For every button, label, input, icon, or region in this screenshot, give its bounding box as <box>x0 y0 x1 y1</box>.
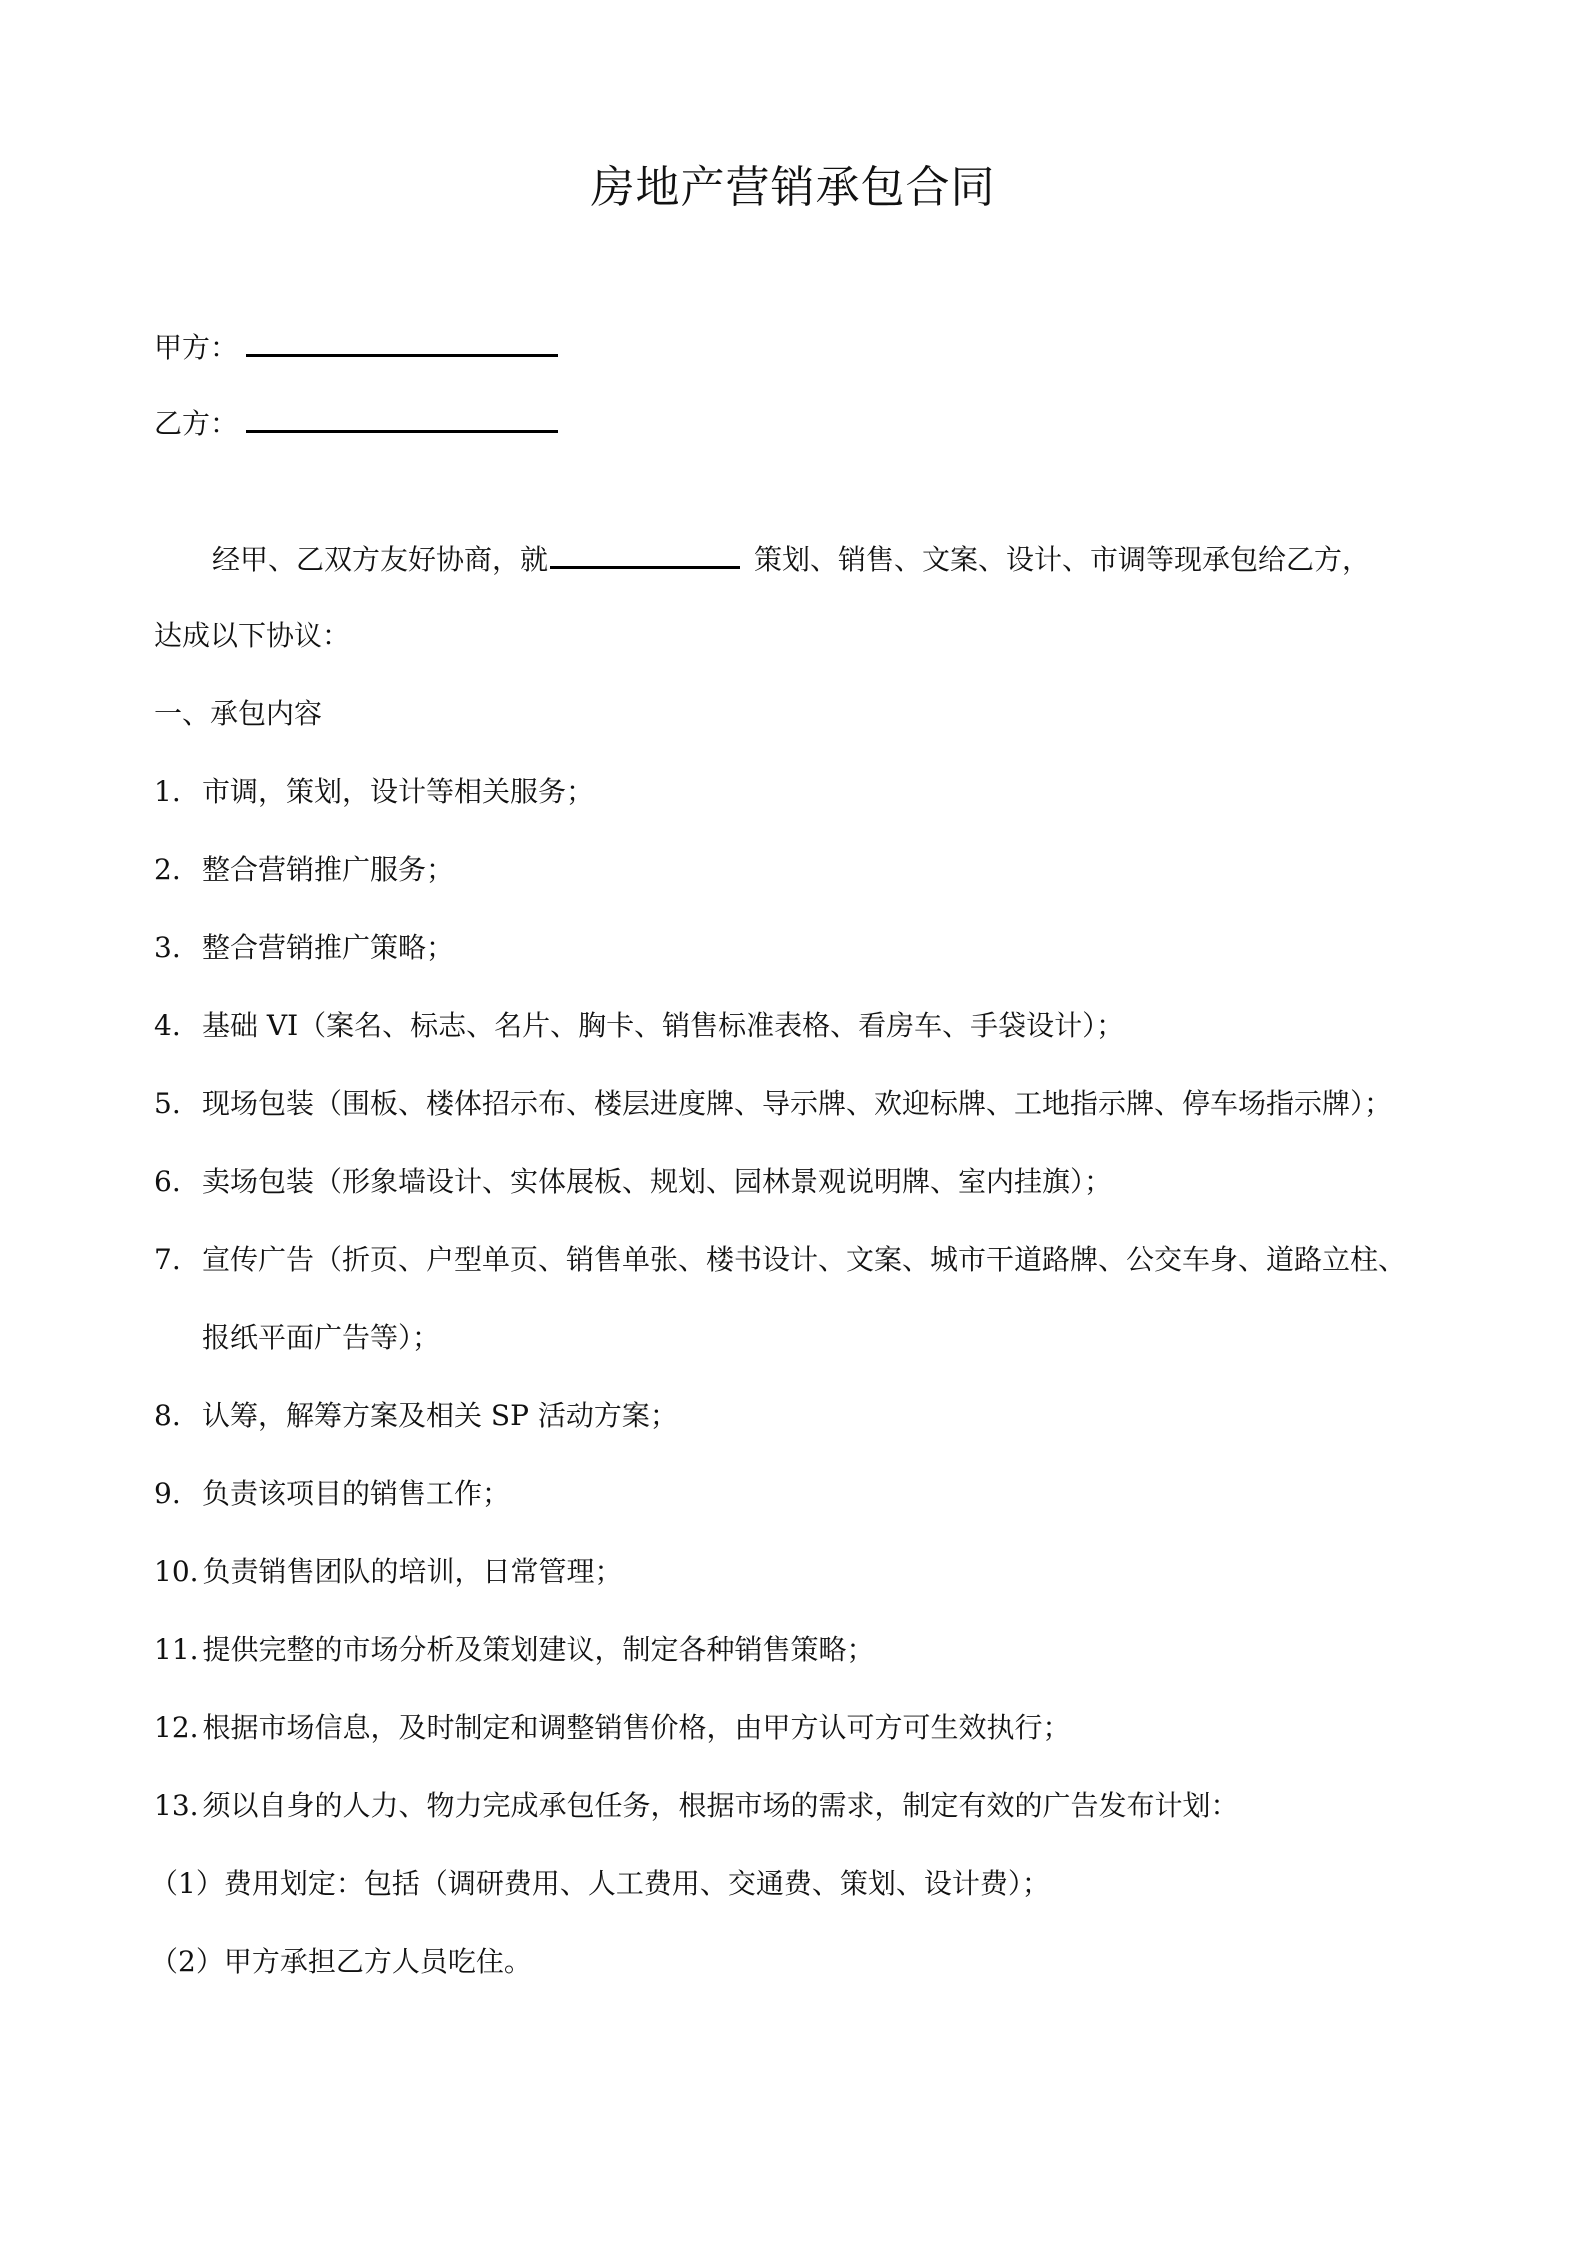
intro-text-before: 经甲、乙双方友好协商，就 <box>212 543 549 576</box>
party-b-label: 乙方： <box>154 407 239 440</box>
item-number: 8. <box>154 1399 181 1432</box>
party-a-line <box>154 326 558 368</box>
list-item <box>154 1786 1239 1826</box>
item-number: 9. <box>154 1477 181 1510</box>
item-text: 根据市场信息，及时制定和调整销售价格，由甲方认可方可生效执行； <box>202 1711 1071 1744</box>
document-title: 房地产营销承包合同 <box>590 162 996 213</box>
item-number: 2. <box>154 853 181 886</box>
list-item <box>154 1552 623 1592</box>
party-b-line <box>154 402 558 444</box>
item-text: 须以自身的人力、物力完成承包任务，根据市场的需求，制定有效的广告发布计划： <box>202 1789 1239 1822</box>
list-item-continuation: 报纸平面广告等）； <box>202 1321 441 1354</box>
list-item <box>154 850 454 890</box>
item-text: 提供完整的市场分析及策划建议，制定各种销售策略； <box>202 1633 875 1666</box>
item-text: 基础 VI（案名、标志、名片、胸卡、销售标准表格、看房车、手袋设计）； <box>202 1009 1125 1042</box>
item-text: 现场包装（围板、楼体招示布、楼层进度牌、导示牌、欢迎标牌、工地指示牌、停车场指示牌）； <box>202 1087 1393 1120</box>
intro-text-after: 策划、销售、文案、设计、市调等现承包给乙方， <box>754 543 1371 576</box>
item-number: 3. <box>154 931 181 964</box>
item-text: 宣传广告（折页、户型单页、销售单张、楼书设计、文案、城市干道路牌、公交车身、道路立柱、 <box>202 1243 1407 1276</box>
item-text: 卖场包装（形象墙设计、实体展板、规划、园林景观说明牌、室内挂旗）； <box>202 1165 1113 1198</box>
sub-item <box>150 1942 532 1982</box>
project-name-blank[interactable] <box>550 538 740 569</box>
sub-item-text: 甲方承担乙方人员吃住。 <box>223 1945 532 1978</box>
sub-item-text: 费用划定：包括（调研费用、人工费用、交通费、策划、设计费）； <box>223 1867 1050 1900</box>
list-item <box>154 1084 1392 1124</box>
party-b-blank[interactable] <box>246 402 558 433</box>
list-item <box>154 1708 1071 1748</box>
item-number: 11. <box>154 1633 199 1666</box>
item-text: 负责销售团队的培训，日常管理； <box>202 1555 623 1588</box>
item-number: 7. <box>154 1243 181 1276</box>
item-number: 4. <box>154 1009 181 1042</box>
sub-item <box>150 1864 1050 1904</box>
list-item <box>154 928 454 968</box>
list-item <box>154 1162 1112 1202</box>
party-a-label: 甲方： <box>154 331 239 364</box>
item-number: 6. <box>154 1165 181 1198</box>
party-a-blank[interactable] <box>246 326 558 357</box>
section-heading: 一、承包内容 <box>154 697 323 730</box>
list-item <box>154 1396 678 1436</box>
item-text: 负责该项目的销售工作； <box>202 1477 511 1510</box>
item-number: 13. <box>154 1789 199 1822</box>
intro-continuation: 达成以下协议： <box>154 619 351 652</box>
item-text: 整合营销推广策略； <box>202 931 455 964</box>
item-number: 12. <box>154 1711 199 1744</box>
list-item <box>154 1630 875 1670</box>
item-number: 5. <box>154 1087 181 1120</box>
sub-item-number: （2） <box>150 1945 224 1978</box>
list-item <box>154 1006 1124 1046</box>
sub-item-number: （1） <box>150 1867 224 1900</box>
intro-paragraph <box>212 538 1370 580</box>
item-text: 认筹，解筹方案及相关 SP 活动方案； <box>202 1399 678 1432</box>
list-item <box>154 772 594 812</box>
list-item <box>154 1474 510 1514</box>
item-text: 整合营销推广服务； <box>202 853 455 886</box>
item-number: 1. <box>154 775 181 808</box>
list-item <box>154 1240 1406 1280</box>
item-number: 10. <box>154 1555 199 1588</box>
item-text: 市调，策划，设计等相关服务； <box>202 775 595 808</box>
